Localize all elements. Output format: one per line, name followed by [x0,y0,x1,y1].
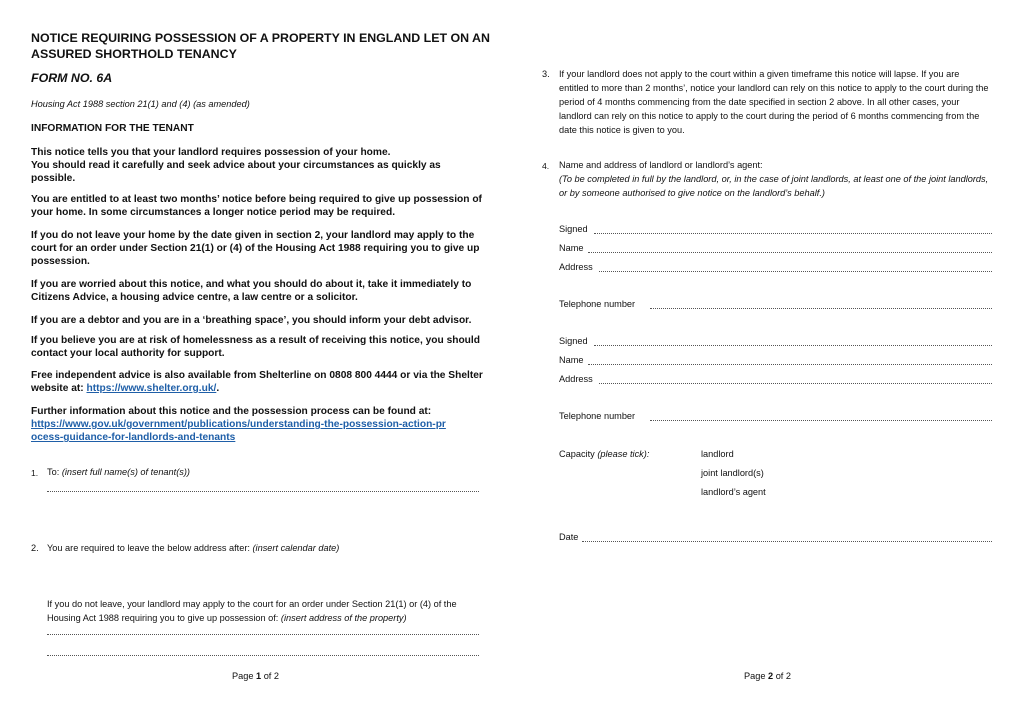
shelter-link[interactable]: https://www.shelter.org.uk/ [86,383,217,394]
further-info-text: Further information about this notice and the possession process can be found at: [31,406,432,417]
gov-link[interactable]: https://www.gov.uk/government/publications/understanding-the-possession-action-process-guidance-for-landlords-and-tenants [31,419,446,443]
page-1-footer: Page 1 of 2 [232,671,280,681]
info-paragraph-7: If you believe you are at risk of homelessness as a result of receiving this notice, you should contact your local authority for support. [31,335,480,359]
section-2b-hint: (insert address of the property) [280,613,407,623]
info-paragraph-6: If you are a debtor and you are in a ‘breathing space’, you should inform your debt advisor. [31,315,472,326]
signed-label-2: Signed [559,336,588,346]
section-4-text: Name and address of landlord or landlord’s agent: [559,160,763,170]
section-2-text: You are required to leave the below address after: [47,543,253,553]
address-label-1: Address [559,262,593,272]
section-1-hint: (insert full name(s) of tenant(s)) [61,467,190,477]
section-2b-text: If you do not leave, your landlord may apply to the court for an order under Section 21(1) or (4) of the Housing Act 1988 requiring you to give up possession of: [47,599,457,623]
section-2-hint: (insert calendar date) [252,543,340,553]
form-number: FORM NO. 6A [31,71,113,85]
section-2-number: 2. [31,543,39,553]
telephone-label-2: Telephone number [559,411,636,421]
section-4-hint: (To be completed in full by the landlord, or, in the case of joint landlords, at least one of the joint landlords, or by someone authorised to give notice on the landlord’s behalf.) [559,174,989,198]
section-1-label [47,465,190,479]
telephone-field-2[interactable] [650,420,992,421]
address-field-2[interactable] [599,383,992,384]
shelter-text: Free independent advice is also available from Shelterline on 0808 800 4444 or via the Shelter website at: [31,370,483,394]
signed-label-1: Signed [559,224,588,234]
info-paragraph-8 [31,369,486,395]
property-address-field-2[interactable] [47,655,479,656]
info-heading: INFORMATION FOR THE TENANT [31,123,194,134]
shelter-period: . [216,383,220,394]
section-2b-label [47,597,482,625]
capacity-label: Capacity (please tick): [559,449,650,459]
name-label-1: Name [559,243,584,253]
address-field-1[interactable] [599,271,992,272]
name-field-1[interactable] [588,252,992,253]
info-paragraph-2: You should read it carefully and seek advice about your circumstances as quickly as possible. [31,160,441,184]
date-field[interactable] [582,541,992,542]
info-paragraph-9 [31,405,486,444]
name-field-2[interactable] [588,364,992,365]
property-address-field-1[interactable] [47,634,479,635]
info-paragraph-5: If you are worried about this notice, and what you should do about it, take it immediately to Citizens Advice, a housing advice centre, a law centre or a solicitor. [31,279,472,303]
info-paragraph-1: This notice tells you that your landlord requires possession of your home. [31,147,391,158]
section-1-number: 1. [31,468,39,478]
capacity-option-landlords-agent[interactable]: landlord’s agent [701,487,766,497]
form-title: NOTICE REQUIRING POSSESSION OF A PROPERTY IN ENGLAND LET ON AN ASSURED SHORTHOLD TENANCY [31,31,490,61]
tenant-name-field[interactable] [47,491,479,492]
act-reference: Housing Act 1988 section 21(1) and (4) (as amended) [31,99,250,109]
info-paragraph-4: If you do not leave your home by the date given in section 2, your landlord may apply to the court for an order under Section 21(1) or (4) of the Housing Act 1988 requiring you to give up possession. [31,230,480,267]
name-label-2: Name [559,355,584,365]
signed-field-1[interactable] [594,233,992,234]
section-1-text: To: [47,467,62,477]
telephone-label-1: Telephone number [559,299,636,309]
date-label: Date [559,532,579,542]
info-paragraph-3: You are entitled to at least two months’ notice before being required to give up possession of your home. In some circumstances a longer notice period may be required. [31,194,482,218]
section-3-text: If your landlord does not apply to the court within a given timeframe this notice will lapse. If you are entitled to more than 2 months’, notice your landlord can rely on this notice to apply to the court during the period of 4 months commencing from the date specified in section 2 above. In all other cases, your landlord can rely on this notice to apply to the court during the period of 6 months commencing from the date this notice is given to you. [559,69,989,135]
section-4-heading [559,158,989,200]
section-3-number: 3. [542,69,550,79]
capacity-option-landlord[interactable]: landlord [701,449,734,459]
signed-field-2[interactable] [594,345,992,346]
telephone-field-1[interactable] [650,308,992,309]
section-2-label [47,541,339,555]
section-4-number: 4. [542,161,550,171]
capacity-option-joint-landlords[interactable]: joint landlord(s) [701,468,764,478]
address-label-2: Address [559,374,593,384]
page-2-footer: Page 2 of 2 [744,671,792,681]
